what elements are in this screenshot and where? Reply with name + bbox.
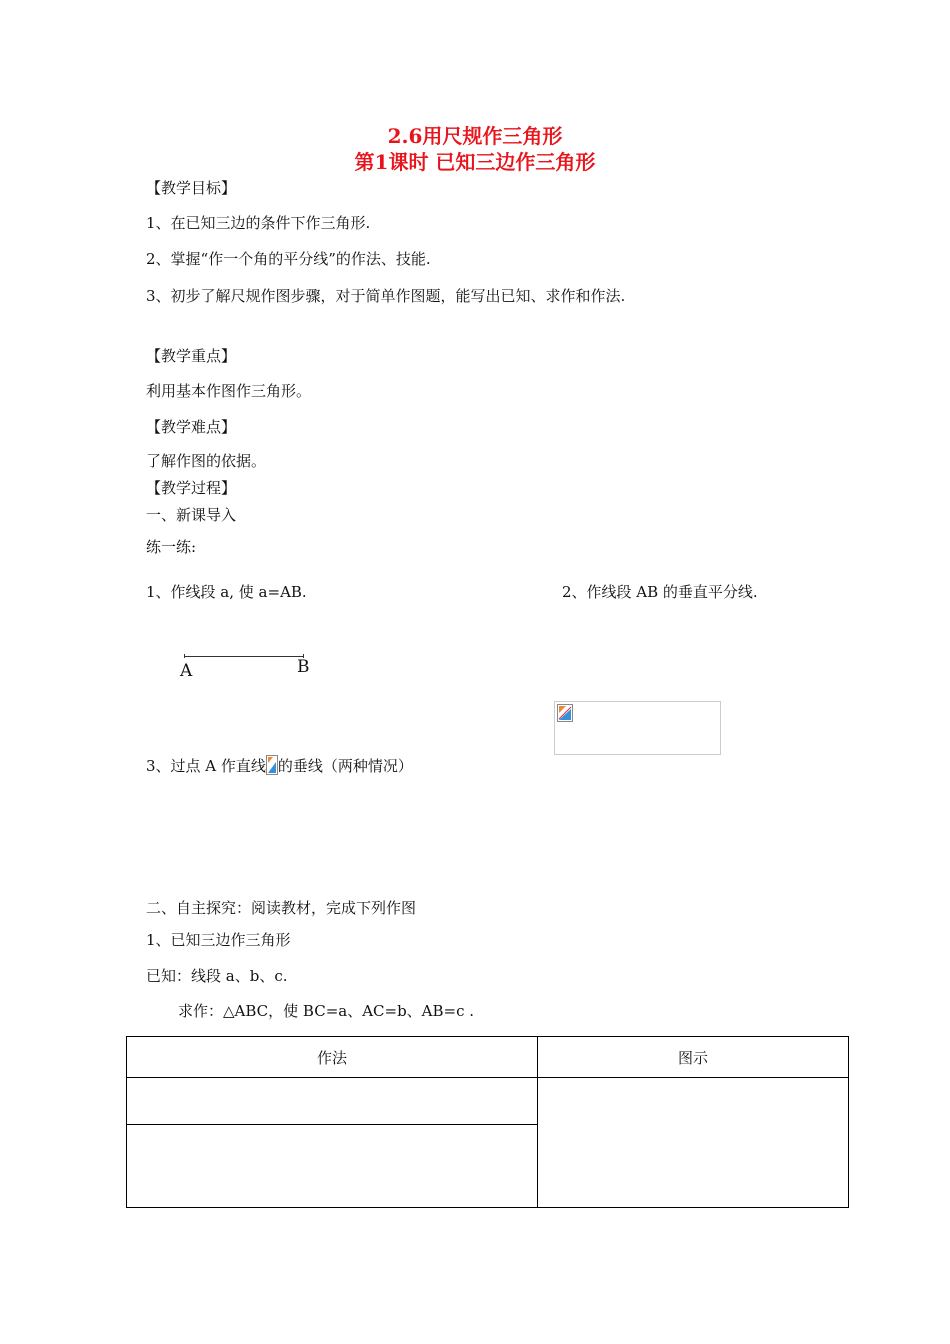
key-heading: 【教学重点】 (146, 347, 237, 365)
title-line1: 2.6用尺规作三角形 (387, 124, 563, 148)
image-placeholder (554, 701, 721, 755)
difficult-heading: 【教学难点】 (146, 418, 237, 436)
title-line2: 第1课时 已知三边作三角形 (354, 150, 596, 174)
point-b-label: B (297, 657, 310, 677)
broken-image-icon (266, 755, 278, 775)
section2-heading: 二、自主探究：阅读教材，完成下列作图 (146, 899, 417, 917)
construction-table (126, 1036, 849, 1208)
exercise-3 (146, 755, 413, 775)
key-text: 利用基本作图作三角形。 (146, 382, 312, 400)
table-header-figure: 图示 (538, 1037, 849, 1078)
goal-item: 3、初步了解尺规作图步骤，对于简单作图题，能写出已知、求作和作法. (146, 287, 626, 305)
exercise-3-after: 的垂线（两种情况） (277, 757, 413, 775)
goal-item: 2、掌握“作一个角的平分线”的作法、技能. (146, 250, 431, 268)
segment-ab (184, 656, 304, 657)
exercise-3-before: 3、过点 A 作直线 (146, 757, 266, 775)
goal-item: 1、在已知三边的条件下作三角形. (146, 214, 371, 232)
difficult-text: 了解作图的依据。 (146, 452, 267, 470)
table-cell-method-1 (127, 1078, 538, 1125)
section1-heading: 一、新课导入 (146, 506, 237, 524)
broken-image-icon (557, 704, 573, 722)
table-header-method: 作法 (127, 1037, 538, 1078)
exercise-2: 2、作线段 AB 的垂直平分线. (562, 583, 758, 601)
required-text: 求作：△ABC，使 BC=a、AC=b、AB=c . (178, 1002, 475, 1020)
goals-heading: 【教学目标】 (146, 179, 237, 197)
table-cell-method-2 (127, 1125, 538, 1208)
point-a-label: A (180, 661, 193, 681)
table-cell-figure (538, 1078, 849, 1208)
known-text: 已知：线段 a、b、c. (146, 967, 288, 985)
sub-heading-1: 1、已知三边作三角形 (146, 931, 291, 949)
process-heading: 【教学过程】 (146, 479, 237, 497)
practice-label: 练一练: (146, 538, 197, 556)
exercise-1: 1、作线段 a, 使 a=AB. (146, 583, 307, 601)
